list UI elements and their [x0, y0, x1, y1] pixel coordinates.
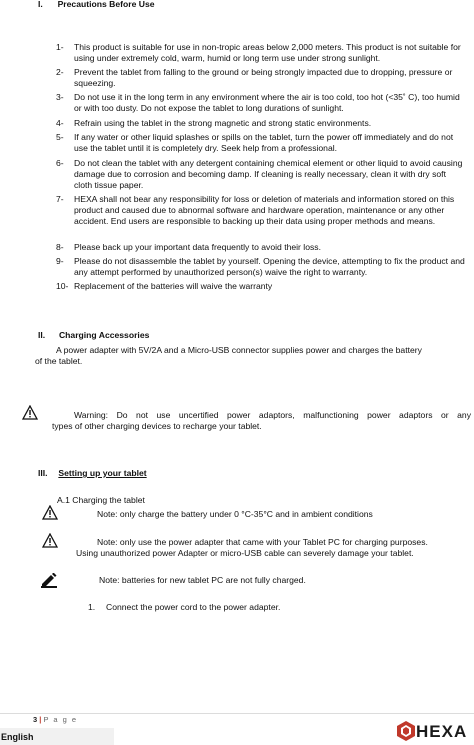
list-item-text: If any water or other liquid splashes or spills on the tablet, turn the power off immediately and do not use the tablet until it is completely dry. Seek help from a professional.	[74, 132, 454, 153]
list-item-number: 8-	[56, 242, 64, 252]
note-temperature: Note: only charge the battery under 0 °C-35°C and in ambient conditions	[97, 509, 373, 519]
section3-numeral: III.	[38, 468, 48, 478]
list-item-text: Do not use it in the long term in any environment where the air is too cold, too hot (<35˚ C), too humid or with too dusty. Do not expose the tablet to long durations of sunlight.	[74, 92, 460, 113]
step-number: 1.	[88, 602, 96, 612]
language-label: English	[1, 732, 34, 742]
note-adapter-cont: Using unauthorized power Adapter or micro-USB cable can severely damage your tablet.	[76, 548, 414, 558]
step-text: Connect the power cord to the power adapter.	[106, 602, 281, 612]
list-item-text: This product is suitable for use in non-tropic areas below 2,000 meters. This product is not suitable for using under extremely cold, warm, humid or long term use under strong sunlight.	[74, 42, 461, 63]
hexa-logo-text: HEXA	[416, 721, 468, 741]
list-item-number: 9-	[56, 256, 64, 266]
section1-numeral: I.	[38, 0, 43, 9]
page-indicator: 3 | P a g e	[33, 715, 78, 724]
list-item-text: HEXA shall not bear any responsibility for loss or deletion of materials and information stored on this product and caused due to abnormal software and hardware operation, maintenance or any other accident. End users are responsible to backing up their data using proper methods and means.	[74, 194, 455, 226]
list-item-text: Please do not disassemble the tablet by yourself. Opening the device, attempting to fix the product and any attempt performed by unauthorized person(s) waive the right to warranty.	[74, 256, 465, 277]
charging-subheading: A.1 Charging the tablet	[57, 495, 145, 505]
list-item-text: Replacement of the batteries will waive the warranty	[74, 281, 273, 291]
list-item-number: 1-	[56, 42, 64, 52]
list-item-text: Refrain using the tablet in the strong magnetic and strong static environments.	[74, 118, 372, 128]
list-item-text: Prevent the tablet from falling to the ground or being strongly impacted due to dropping, pressure or squeezing.	[74, 67, 453, 88]
warning-text: Warning: Do not use uncertified power adaptors, malfunctioning power adaptors or any	[74, 410, 471, 420]
charging-accessories-text: A power adapter with 5V/2A and a Micro-USB connector supplies power and charges the battery	[56, 345, 422, 355]
list-item-text: Please back up your important data frequently to avoid their loss.	[74, 242, 321, 252]
page-label: P a g e	[43, 715, 78, 724]
note-adapter: Note: only use the power adapter that came with your Tablet PC for charging purposes.	[97, 537, 428, 547]
section3-heading	[38, 468, 147, 479]
section1-heading	[38, 0, 155, 10]
section1-title: Precautions Before Use	[57, 0, 155, 9]
warning-icon	[42, 533, 58, 548]
warning-icon	[42, 505, 58, 520]
list-item-number: 10-	[56, 281, 69, 291]
list-item-text: Do not clean the tablet with any detergent containing chemical element or other liquid to avoid causing damage due to corrosion and becoming damp. If cleaning is really necessary, clean it with dry soft cloth tissue paper.	[74, 158, 463, 190]
section3-title: Setting up your tablet	[58, 468, 147, 478]
warning-text-cont: types of other charging devices to recharge your tablet.	[52, 421, 262, 431]
section2-heading	[38, 330, 149, 341]
charging-accessories-text-cont: of the tablet.	[35, 356, 83, 366]
warning-icon	[22, 405, 38, 420]
list-item-number: 6-	[56, 158, 64, 168]
hexa-logo	[397, 717, 467, 745]
list-item-number: 2-	[56, 67, 64, 77]
list-item-number: 7-	[56, 194, 64, 204]
list-item-number: 3-	[56, 92, 64, 102]
section2-numeral: II.	[38, 330, 46, 340]
list-item-number: 5-	[56, 132, 64, 142]
note-pencil-icon	[40, 573, 58, 589]
note-batteries: Note: batteries for new tablet PC are not fully charged.	[99, 575, 306, 585]
hexa-logo-icon	[397, 721, 415, 741]
list-item-number: 4-	[56, 118, 64, 128]
page-number: 3	[33, 715, 38, 724]
section2-title: Charging Accessories	[58, 330, 150, 340]
